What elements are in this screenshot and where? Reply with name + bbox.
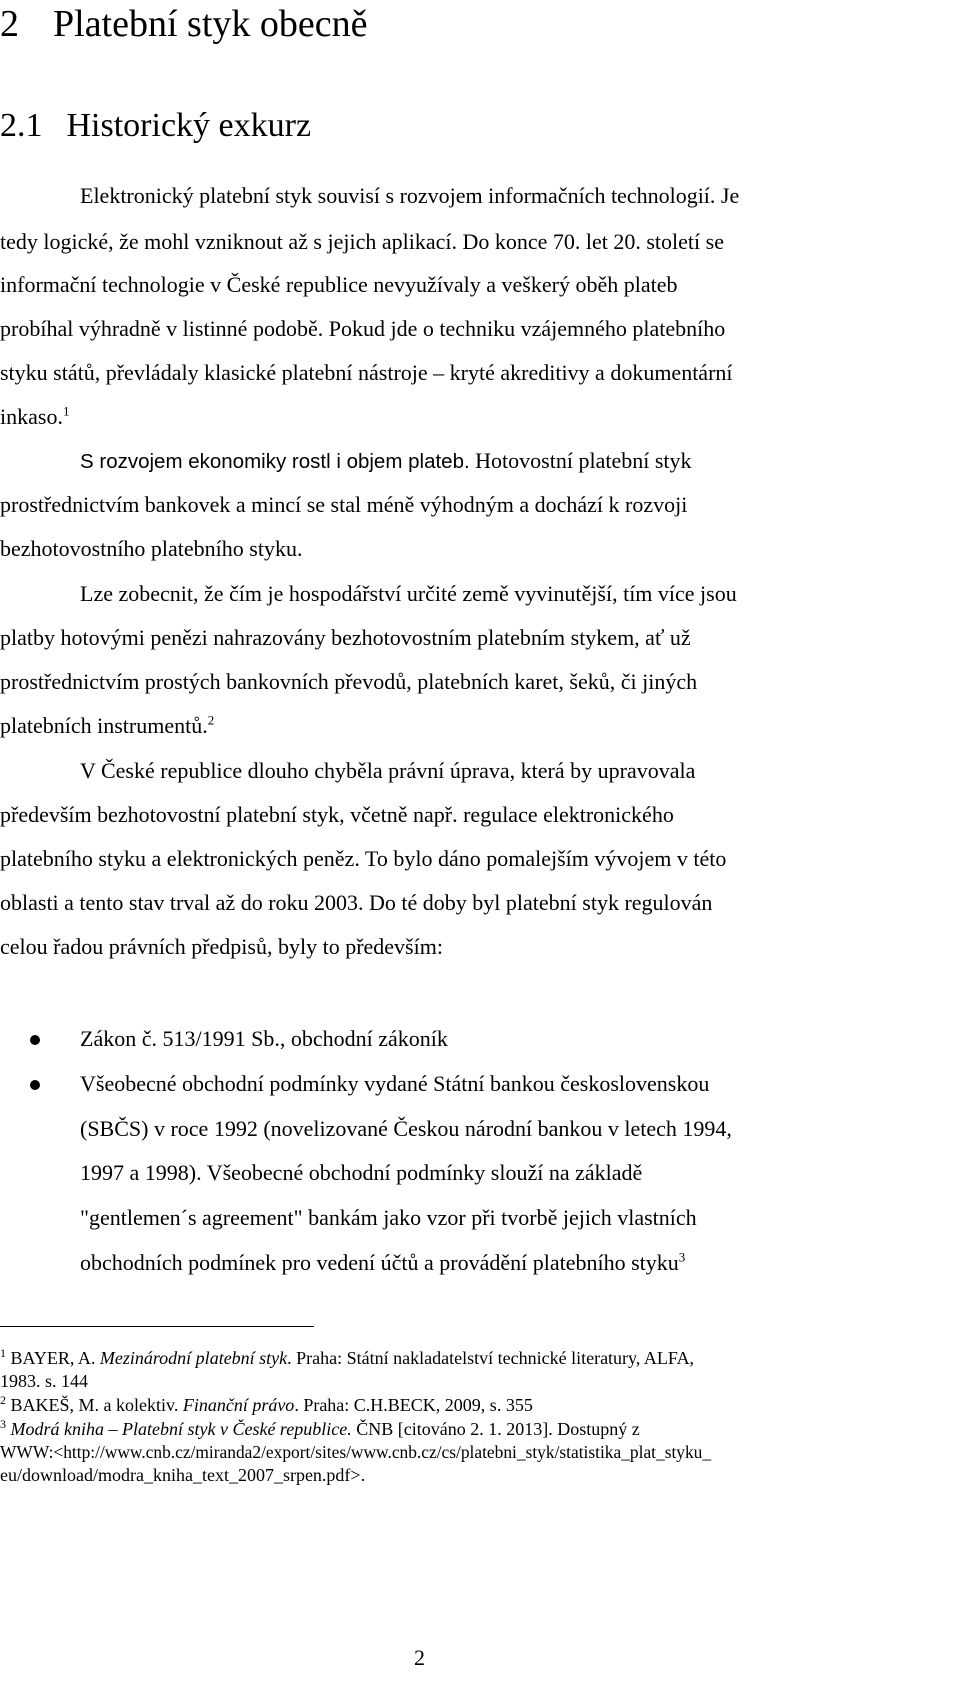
list-item-line: (SBČS) v roce 1992 (novelizované Českou národní bankou v letech 1994, [80,1116,732,1141]
footnote-2: $^2$ BAKEŠ, M. a kolektiv. Finanční právo. Praha: C.H.BECK, 2009, s. 355 [0,1393,533,1415]
paragraph-line: inkaso.$^1$ [0,403,70,429]
page-number: 2 [414,1645,425,1670]
paragraph-line: Lze zobecnit, že čím je hospodářství určité země vyvinutější, tím více jsou [80,581,737,606]
footnote-3-url-cont[interactable]: eu/download/modra_kniha_text_2007_srpen.pdf>. [0,1465,366,1485]
footnote-3-url[interactable]: WWW:<http://www.cnb.cz/miranda2/export/sites/www.cnb.cz/cs/platebni_styk/statistika_plat_styku_ [0,1442,712,1462]
list-item: Všeobecné obchodní podmínky vydané Státní bankou československou [80,1071,710,1096]
footnote-3: $^3$ Modrá kniha – Platební styk v České republice. ČNB [citováno 2. 1. 2013]. Dostupný z [0,1417,640,1439]
paragraph-line: především bezhotovostní platební styk, včetně např. regulace elektronického [0,802,674,827]
paragraph-line: bezhotovostního platebního styku. [0,536,303,561]
paragraph-line: prostřednictvím prostých bankovních převodů, platebních karet, šeků, či jiných [0,669,698,694]
footnote-ref[interactable]: 1 [62,403,70,419]
chapter-number: 2 [0,3,19,45]
list-item-line: "gentlemen´s agreement" bankám jako vzor při tvorbě jejich vlastních [80,1205,697,1230]
chapter-heading [0,2,367,46]
paragraph-line: Elektronický platební styk souvisí s rozvojem informačních technologií. Je [80,183,740,208]
chapter-title: Platební styk obecně [53,3,368,45]
footnote-1: $^1$ BAYER, A. Mezinárodní platební styk. Praha: Státní nakladatelství technické literatury, ALFA, [0,1346,695,1368]
paragraph-line: oblasti a tento stav trval až do roku 2003. Do té doby byl platební styk regulován [0,890,713,915]
section-title: Historický exkurz [66,107,312,144]
list-item-line: 1997 a 1998). Všeobecné obchodní podmínky slouží na základě [80,1160,643,1185]
footnote-ref[interactable]: 3 [678,1249,686,1265]
paragraph-line: S rozvojem ekonomiky rostl i objem plateb. Hotovostní platební styk [80,448,692,473]
paragraph-line: tedy logické, že mohl vzniknout až s jejich aplikací. Do konce 70. let 20. století se [0,229,724,254]
footnote-separator [0,1326,314,1327]
paragraph-line: V České republice dlouho chyběla právní úprava, která by upravovala [80,758,696,783]
section-heading [0,106,311,146]
paragraph-line: styku států, převládaly klasické platební nástroje – kryté akreditivy a dokumentární [0,360,733,385]
paragraph-line: prostřednictvím bankovek a mincí se stal méně výhodným a dochází k rozvoji [0,492,688,517]
bullet-marker [30,1080,40,1090]
footnote-ref[interactable]: 2 [207,712,215,728]
list-item: Zákon č. 513/1991 Sb., obchodní zákoník [80,1026,448,1051]
section-number: 2.1 [0,107,43,144]
paragraph-line: informační technologie v České republice nevyužívaly a veškerý oběh plateb [0,272,678,297]
list-item-line: obchodních podmínek pro vedení účtů a provádění platebního styku$^3$ [80,1249,686,1275]
footnote-1-line2: 1983. s. 144 [0,1371,89,1391]
paragraph-line: platby hotovými penězi nahrazovány bezhotovostním platebním stykem, ať už [0,625,691,650]
paragraph-line: platebního styku a elektronických peněz. To bylo dáno pomalejším vývojem v této [0,846,727,871]
bullet-marker [30,1035,40,1045]
paragraph-line: platebních instrumentů.$^2$ [0,712,215,738]
paragraph-line: probíhal výhradně v listinné podobě. Pokud jde o techniku vzájemného platebního [0,316,726,341]
paragraph-line: celou řadou právních předpisů, byly to především: [0,934,443,959]
